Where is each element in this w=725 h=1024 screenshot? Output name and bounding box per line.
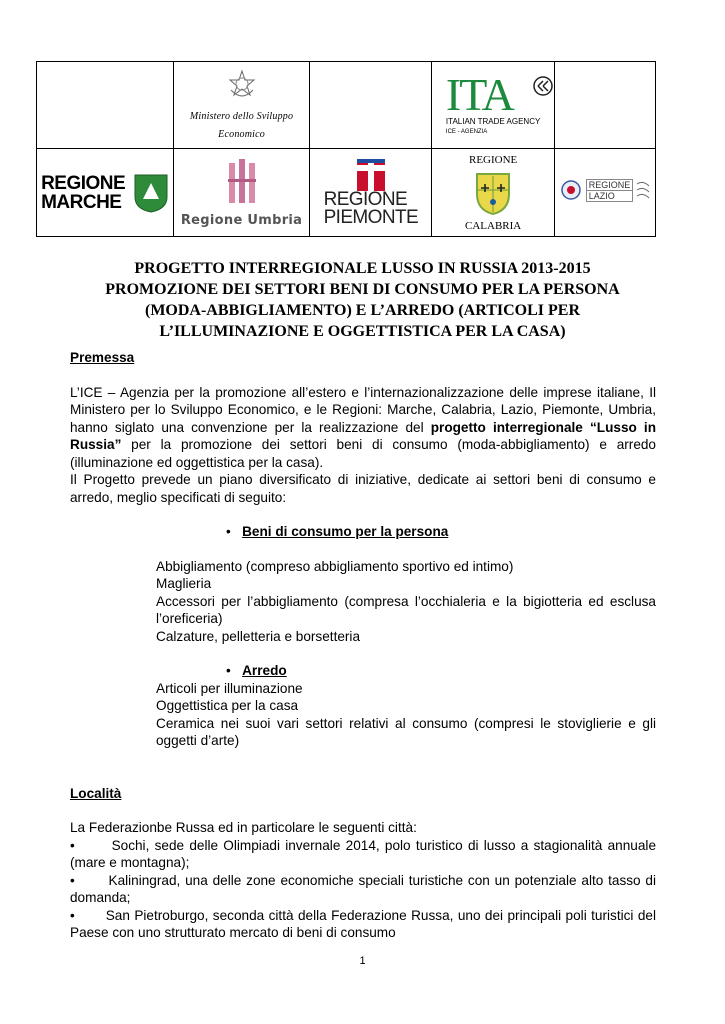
localita-item	[70, 872, 656, 907]
arredo-item: Articoli per illuminazione	[156, 680, 303, 696]
regione-marche-text	[41, 174, 125, 212]
premessa-paragraph-2: Il Progetto prevede un piano diversificato di iniziative, dedicate ai settori beni di consumo e arredo, meglio specificati di seguito:	[70, 472, 656, 505]
premessa-paragraph-1	[70, 384, 656, 472]
arredo-heading-row	[70, 662, 656, 680]
calabria-shield-icon	[473, 170, 513, 216]
logo-cell-marche	[37, 149, 174, 237]
ita-subtitle-2: ICE - AGENZIA	[445, 128, 488, 135]
beni-item: Calzature, pelletteria e borsetteria	[156, 628, 361, 644]
marche-line-2: MARCHE	[41, 191, 122, 213]
logo-cell-lazio	[555, 149, 656, 237]
arredo-item: Oggettistica per la casa	[156, 698, 299, 713]
localita-item-text: San Pietroburgo, seconda città della Federazione Russa, uno dei principali poli turistici del Paese con uno strutturato mercato di beni di consumo	[70, 907, 656, 940]
marche-line-1: REGIONE	[41, 172, 126, 194]
premessa-heading: Premessa	[70, 350, 135, 365]
logo-cell-empty	[37, 62, 174, 149]
piemonte-line-1: REGIONE	[323, 189, 408, 210]
piemonte-line-2: PIEMONTE	[323, 207, 419, 228]
beni-list	[70, 558, 656, 646]
document-title	[60, 258, 665, 342]
localita-item-text: Kaliningrad, una delle zone economiche speciali turistiche con un potenziale alto tasso di domanda;	[70, 872, 657, 905]
beni-item: Maglieria	[156, 576, 212, 591]
republic-emblem-icon	[227, 68, 257, 102]
ita-arrow-icon	[532, 75, 554, 97]
beni-bullet: •	[226, 524, 231, 539]
document-body	[70, 349, 656, 942]
logo-cell-calabria	[432, 149, 555, 237]
arredo-list	[70, 680, 656, 750]
title-line-1: PROGETTO INTERREGIONALE LUSSO IN RUSSIA 2013-2015	[134, 260, 591, 277]
ita-subtitle: ITALIAN TRADE AGENCY	[445, 116, 541, 126]
title-line-4: L’ILLUMINAZIONE E OGGETTISTICA PER LA CASA)	[159, 323, 566, 340]
lazio-line-2: LAZIO	[586, 191, 634, 202]
premessa-bold-project: progetto interregionale “Lusso in Russia”	[70, 419, 656, 452]
beni-item: Accessori per l’abbigliamento (compresa l’occhialeria e la bigiotteria ed esclusa l’oreficeria)	[156, 593, 656, 626]
premessa-text-b: per la promozione dei settori beni di consumo (moda-abbigliamento) e arredo (illuminazione ed oggettistica per la casa).	[70, 437, 656, 470]
localita-item-text: Sochi, sede delle Olimpiadi invernale 2014, polo turistico di lusso a stagionalità annuale (mare e montagna);	[70, 837, 657, 870]
logo-cell-piemonte	[310, 149, 432, 237]
beni-heading-row	[70, 523, 656, 541]
localita-heading: Località	[70, 785, 122, 801]
arredo-item: Ceramica nei suoi vari settori relativi al consumo (compresi le stoviglierie e gli oggetti d’arte)	[156, 715, 656, 748]
ministero-logo-text: Ministero dello Sviluppo Economico	[189, 111, 294, 140]
lazio-line-1: REGIONE	[586, 179, 634, 191]
premessa-text-a: L’ICE – Agenzia per la promozione all’estero e l’internazionalizzazione delle imprese italiane, Il Ministero per lo Sviluppo Economico, e le Regioni: Marche, Calabria, Lazio, Piemonte, Umbria, hanno siglato una convenzione per la realizzazione del	[70, 384, 656, 435]
logo-cell-ministero	[173, 62, 310, 149]
title-line-2: PROMOZIONE DEI SETTORI BENI DI CONSUMO PER LA PERSONA	[105, 281, 620, 298]
localita-intro: La Federazionbe Russa ed in particolare le seguenti città:	[70, 820, 417, 835]
ita-logo-text: ITA	[445, 68, 513, 120]
title-line-3: (MODA-ABBIGLIAMENTO) E L’ARREDO (ARTICOLI PER	[144, 302, 581, 319]
beni-heading: Beni di consumo per la persona	[242, 524, 449, 539]
lazio-wave-icon	[635, 180, 651, 200]
logo-cell-umbria	[173, 149, 310, 237]
umbria-candles-icon	[227, 157, 257, 205]
localita-bullet: •	[70, 907, 75, 923]
logo-table	[36, 61, 656, 237]
page-number: 1	[359, 955, 366, 967]
lazio-emblem-icon	[559, 179, 583, 201]
logo-cell-ita	[432, 62, 555, 149]
localita-item	[70, 907, 656, 942]
piemonte-flag-icon	[357, 159, 385, 191]
arredo-bullet: •	[226, 663, 231, 678]
arredo-heading: Arredo	[242, 663, 287, 678]
localita-item	[70, 837, 656, 872]
localita-bullet: •	[70, 872, 75, 888]
calabria-line-2: CALABRIA	[465, 219, 522, 232]
regione-piemonte-text	[324, 191, 418, 227]
regione-umbria-text: Regione Umbria	[180, 212, 303, 228]
marche-emblem-icon	[133, 173, 169, 213]
logo-cell-empty-3	[555, 62, 656, 149]
calabria-line-1: REGIONE	[468, 153, 518, 166]
localita-bullet: •	[70, 837, 75, 853]
beni-item: Abbigliamento (compreso abbigliamento sportivo ed intimo)	[156, 558, 514, 574]
logo-cell-empty-2	[310, 62, 432, 149]
